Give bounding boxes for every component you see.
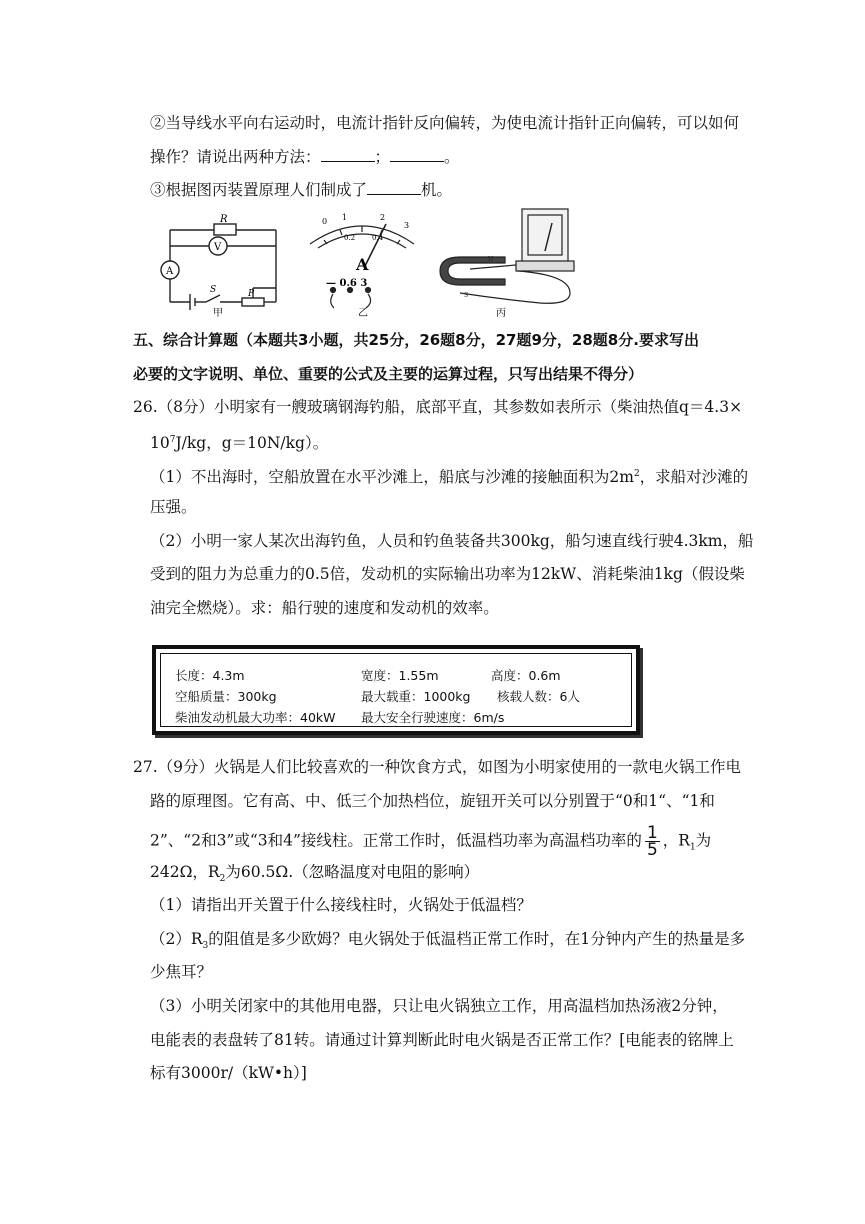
- scale-0-2: 0.2: [344, 234, 356, 242]
- q26-p1-sup: 2: [633, 469, 640, 479]
- answer-blank-1[interactable]: [321, 147, 375, 162]
- q27-line4-text: 242Ω，R: [150, 863, 220, 881]
- answer-blank-3[interactable]: [367, 180, 421, 195]
- section5-heading-line2: 必要的文字说明、单位、重要的公式及主要的运算过程，只写出结果不得分）: [133, 365, 644, 383]
- figure-yi-ammeter: [300, 210, 425, 318]
- q26-p1-text-end: ，求船对沙滩的: [639, 468, 749, 487]
- scale-0-4: 0.4: [372, 234, 384, 242]
- q27-p3-line2: 电能表的表盘转了81转。请通过计算判断此时电火锅是否正常工作？[电能表的铭牌上: [150, 1031, 734, 1049]
- q27-p2-line2: 少焦耳？: [150, 963, 213, 981]
- label-r: R: [220, 214, 228, 225]
- figure-bing-generator: [430, 205, 580, 318]
- q27-r1-sub: 1: [689, 842, 696, 853]
- q27-line3: [150, 825, 711, 858]
- table-cell-capacity: 核载人数：6人: [497, 689, 580, 704]
- separator: ；: [374, 148, 391, 166]
- caption-jia: 甲: [213, 308, 223, 318]
- fraction-denominator: 5: [646, 840, 658, 860]
- q26-exp: 7: [169, 435, 176, 445]
- q25-part2-line2: [150, 147, 460, 167]
- label-s: S: [210, 285, 217, 295]
- q25-part3-prompt: ③根据图丙装置原理人们制成了: [150, 181, 368, 199]
- q27-r2-sub: 2: [219, 874, 226, 885]
- q26-p1-text: （1）不出海时，空船放置在水平沙滩上，船底与沙滩的接触面积为2m: [150, 468, 634, 487]
- q27-p2-text: 的阻值是多少欧姆？电火锅处于低温档正常工作时，在1分钟内产生的热量是多: [208, 930, 746, 948]
- q27-line4-end: 为60.5Ω.（忽略温度对电阻的影响）: [225, 863, 480, 881]
- q25-part3-end: 机。: [421, 181, 453, 199]
- figure-jia-circuit: [150, 210, 285, 318]
- q25-part3: [150, 180, 452, 200]
- caption-yi: 乙: [358, 308, 368, 318]
- period: 。: [444, 148, 460, 166]
- q27-line1: 27.（9分）火锅是人们比较喜欢的一种饮食方式，如图为小明家使用的一款电火锅工作电: [133, 758, 742, 776]
- q27-line3-text: 2”、“2和3”或“3和4”接线柱。正常工作时，低温档功率为高温档功率的: [150, 831, 642, 850]
- scale-2: 2: [380, 213, 386, 222]
- scale-1: 1: [342, 213, 348, 222]
- q26-p1-line1: [150, 464, 748, 487]
- q27-line2: 路的原理图。它有高、中、低三个加热档位，旋钮开关可以分别置于“0和1“、“1和: [150, 792, 715, 810]
- q26-p2-line3: 油完全燃烧）。求：船行驶的速度和发动机的效率。: [150, 599, 499, 617]
- label-v: V: [214, 242, 222, 253]
- boat-parameter-table: [152, 645, 640, 735]
- table-cell-length: 长度：4.3m: [175, 668, 245, 683]
- scale-3: 3: [404, 221, 410, 230]
- q27-p2-prefix: （2）R: [150, 930, 203, 948]
- q27-p3-line1: （3）小明关闭家中的其他用电器，只让电火锅独立工作，用高温档加热汤液2分钟，: [150, 997, 728, 1015]
- answer-blank-2[interactable]: [390, 147, 444, 162]
- q26-p2-line1: （2）小明一家人某次出海钓鱼，人员和钓鱼装备共300kg，船匀速直线行驶4.3km，船: [150, 532, 754, 550]
- meter-terminals: — 0.6 3: [326, 278, 368, 289]
- q26-p2-line2: 受到的阻力为总重力的0.5倍，发动机的实际输出功率为12kW、消耗柴油1kg（假设柴: [150, 565, 745, 583]
- q27-r-label: ，R: [662, 831, 690, 850]
- q27-p2-line1: [150, 929, 745, 956]
- q27-p3-line3: 标有3000r/（kW•h）]: [150, 1064, 307, 1082]
- meter-a-label: A: [356, 255, 369, 274]
- table-inner-border: [160, 653, 632, 727]
- q27-r3-sub: 3: [202, 941, 209, 952]
- table-cell-height: 高度：0.6m: [491, 668, 561, 683]
- q27-line4: [150, 862, 479, 889]
- q26-units: J/kg，g＝10N/kg）。: [175, 434, 329, 453]
- q25-part2-prompt: 操作？请说出两种方法：: [150, 148, 321, 166]
- table-cell-width: 宽度：1.55m: [361, 668, 439, 683]
- table-cell-max-speed: 最大安全行驶速度：6m/s: [361, 710, 505, 725]
- section5-heading-line1: 五、综合计算题（本题共3小题，共25分，26题8分，27题9分，28题8分.要求写出: [133, 331, 699, 349]
- fraction-numerator: 1: [646, 823, 658, 843]
- label-p: P: [248, 289, 255, 299]
- q26-line1: 26.（8分）小明家有一艘玻璃钢海钓船，底部平直，其参数如表所示（柴油热值q＝4.3×: [133, 398, 743, 416]
- q26-exp-base: 10: [150, 434, 170, 453]
- magnet-n: N: [488, 256, 494, 263]
- q26-p1-line2: 压强。: [150, 498, 197, 516]
- fraction-one-fifth: [645, 825, 660, 858]
- q27-line3-end: 为: [695, 831, 712, 850]
- caption-bing: 丙: [496, 308, 506, 318]
- scale-0: 0: [322, 217, 328, 226]
- q26-line2: [150, 430, 328, 453]
- q25-part2-line1: ②当导线水平向右运动时，电流计指针反向偏转，为使电流计指针正向偏转，可以如何: [150, 114, 740, 132]
- q27-p1: （1）请指出开关置于什么接线柱时，火锅处于低温档？: [150, 896, 532, 914]
- label-a: A: [166, 266, 174, 277]
- magnet-s: S: [464, 292, 469, 299]
- table-cell-empty-mass: 空船质量：300kg: [175, 689, 277, 704]
- table-cell-max-load: 最大载重：1000kg: [361, 689, 471, 704]
- table-cell-engine-power: 柴油发动机最大功率：40kW: [175, 710, 336, 725]
